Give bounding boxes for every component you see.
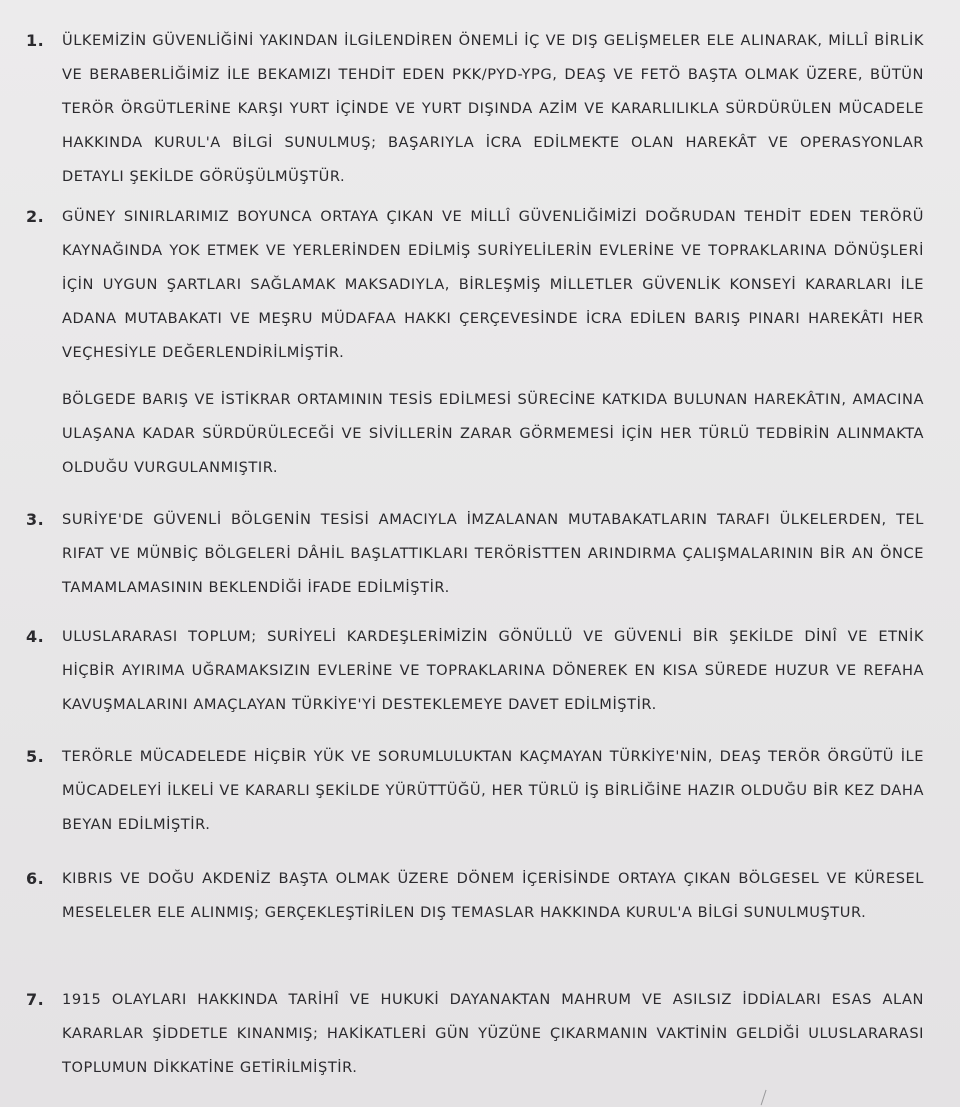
item-text: ULUSLARARASI TOPLUM; SURİYELİ KARDEŞLERİMİZİN GÖNÜLLÜ VE GÜVENLİ BİR ŞEKİLDE DİNÎ VE ETNİK HİÇBİR AYIRIMA UĞRAMAKSIZIN EVLERİNE VE TOPRAKLARINA DÖNEREK EN KISA SÜREDE HUZUR VE REFAHA KAVUŞMALARINI AMAÇLAYAN TÜRKİYE'Yİ DESTEKLEMEYE DAVET EDİLMİŞTİR. xyxy=(62,628,924,713)
item-text: ÜLKEMİZİN GÜVENLİĞİNİ YAKINDAN İLGİLENDİREN ÖNEMLİ İÇ VE DIŞ GELİŞMELER ELE ALINARAK, MİLLÎ BİRLİK VE BERABERLİĞİMİZ İLE BEKAMIZI TEHDİT EDEN PKK/PYD-YPG, DEAŞ VE FETÖ BAŞTA OLMAK ÜZERE, BÜTÜN TERÖR ÖRGÜTLERİNE KARŞI YURT İÇİNDE VE YURT DIŞINDA AZİM VE KARARLILIKLA SÜRDÜRÜLEN MÜCADELE HAKKINDA KURUL'A BİLGİ SUNULMUŞ; BAŞARIYLA İCRA EDİLMEKTE OLAN HAREKÂT VE OPERASYONLAR DETAYLI ŞEKİLDE GÖRÜŞÜLMÜŞTÜR. xyxy=(62,32,924,185)
pen-mark xyxy=(761,1090,770,1106)
item-text: SURİYE'DE GÜVENLİ BÖLGENİN TESİSİ AMACIYLA İMZALANAN MUTABAKATLARIN TARAFI ÜLKELERDEN, TEL RIFAT VE MÜNBİÇ BÖLGELERİ DÂHİL BAŞLATTIKLARI TERÖRİSTTEN ARINDIRMA ÇALIŞMALARININ BİR AN ÖNCE TAMAMLAMASININ BEKLENDİĞİ İFADE EDİLMİŞTİR. xyxy=(62,511,924,596)
list-item-2 xyxy=(20,200,924,370)
list-item-7 xyxy=(20,983,924,1085)
list-item-6 xyxy=(20,862,924,930)
item-text: TERÖRLE MÜCADELEDE HİÇBİR YÜK VE SORUMLULUKTAN KAÇMAYAN TÜRKİYE'NİN, DEAŞ TERÖR ÖRGÜTÜ İLE MÜCADELEYİ İLKELİ VE KARARLI ŞEKİLDE YÜRÜTTÜĞÜ, HER TÜRLÜ İŞ BİRLİĞİNE HAZIR OLDUĞU BİR KEZ DAHA BEYAN EDİLMİŞTİR. xyxy=(62,748,924,833)
item-text: 1915 OLAYLARI HAKKINDA TARİHÎ VE HUKUKİ DAYANAKTAN MAHRUM VE ASILSIZ İDDİALARI ESAS ALAN KARARLAR ŞİDDETLE KINANMIŞ; HAKİKATLERİ GÜN YÜZÜNE ÇIKARMANIN VAKTİNİN GELDİĞİ ULUSLARARASI TOPLUMUN DİKKATİNE GETİRİLMİŞTİR. xyxy=(62,991,924,1076)
item-number: 1. xyxy=(26,31,45,50)
list-item-4 xyxy=(20,620,924,722)
item-number: 6. xyxy=(26,869,45,888)
item-text: KIBRIS VE DOĞU AKDENİZ BAŞTA OLMAK ÜZERE DÖNEM İÇERİSİNDE ORTAYA ÇIKAN BÖLGESEL VE KÜRESEL MESELELER ELE ALINMIŞ; GERÇEKLEŞTİRİLEN DIŞ TEMASLAR HAKKINDA KURUL'A BİLGİ SUNULMUŞTUR. xyxy=(62,870,924,921)
list-item-2-subparagraph: BÖLGEDE BARIŞ VE İSTİKRAR ORTAMININ TESİS EDİLMESİ SÜRECİNE KATKIDA BULUNAN HAREKÂTIN, AMACINA ULAŞANA KADAR SÜRDÜRÜLECEĞİ VE SİVİLLERİN ZARAR GÖRMEMESİ İÇİN HER TÜRLÜ TEDBİRİN ALINMAKTA OLDUĞU VURGULANMIŞTIR. xyxy=(62,391,924,476)
list-item-5 xyxy=(20,740,924,842)
item-number: 7. xyxy=(26,990,45,1009)
item-number: 4. xyxy=(26,627,45,646)
item-number: 5. xyxy=(26,747,45,766)
list-item-3 xyxy=(20,503,924,605)
item-number: 3. xyxy=(26,510,45,529)
item-number: 2. xyxy=(26,207,45,226)
list-item-1 xyxy=(20,24,924,194)
item-text: GÜNEY SINIRLARIMIZ BOYUNCA ORTAYA ÇIKAN VE MİLLÎ GÜVENLİĞİMİZİ DOĞRUDAN TEHDİT EDEN TERÖRÜ KAYNAĞINDA YOK ETMEK VE YERLERİNDEN EDİLMİŞ SURİYELİLERİN EVLERİNE VE TOPRAKLARINA DÖNÜŞLERİ İÇİN UYGUN ŞARTLARI SAĞLAMAK MAKSADIYLA, BİRLEŞMİŞ MİLLETLER GÜVENLİK KONSEYİ KARARLARI İLE ADANA MUTABAKATI VE MEŞRU MÜDAFAA HAKKI ÇERÇEVESİNDE İCRA EDİLEN BARIŞ PINARI HAREKÂTI HER VEÇHESİYLE DEĞERLENDİRİLMİŞTİR. xyxy=(62,208,924,361)
